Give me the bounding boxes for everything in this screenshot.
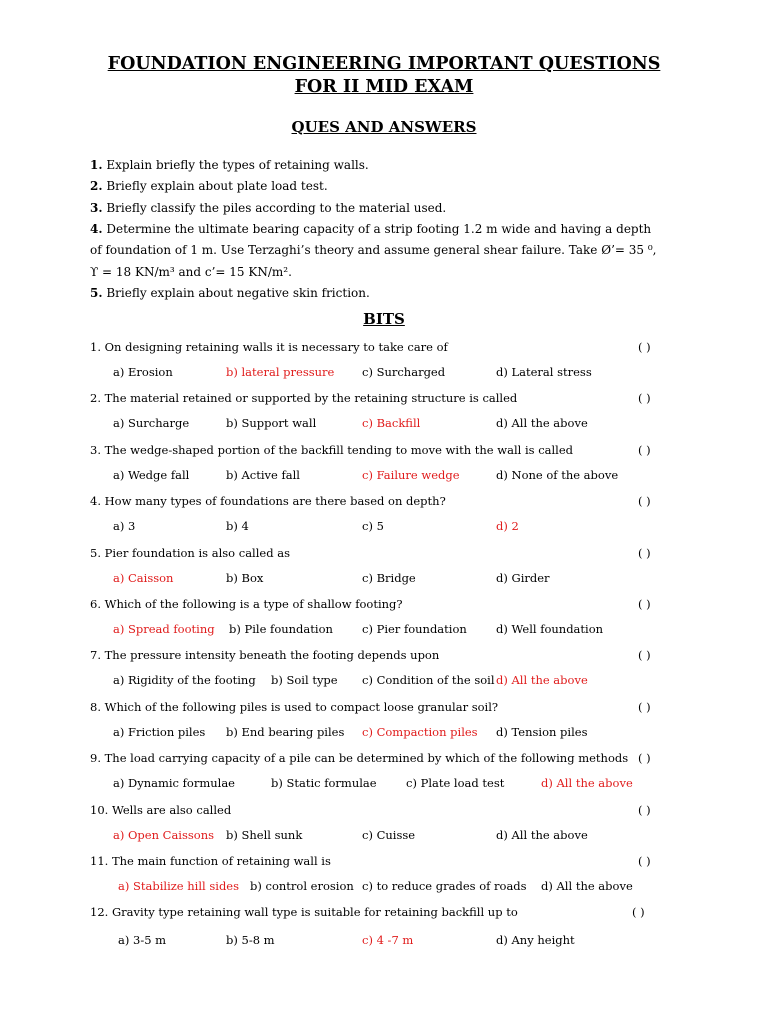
bit-question-2: 2. The material retained or supported by the retaining structure is called	[90, 391, 518, 406]
bit-5-option-d: d) Girder	[496, 570, 550, 585]
bit-2-option-b: b) Support wall	[226, 416, 317, 431]
bit-6-option-d: d) Well foundation	[496, 622, 604, 636]
answer-blank: ( )	[638, 854, 651, 868]
bit-3-option-b: b) Active fall	[226, 467, 300, 482]
bit-11-option-b: b) control erosion	[250, 879, 354, 893]
bit-question-10: 10. Wells are also called	[90, 802, 232, 817]
question-3: 3. Briefly classify the piles according to the material used.	[90, 201, 447, 215]
section-heading-bits: BITS	[363, 310, 405, 328]
bit-10-option-b: b) Shell sunk	[226, 827, 303, 842]
bit-2-option-c-correct: c) Backfill	[362, 416, 421, 431]
bit-3-option-d: d) None of the above	[496, 467, 619, 482]
bit-11-option-c: c) to reduce grades of roads	[362, 879, 527, 893]
document-title-line1: FOUNDATION ENGINEERING IMPORTANT QUESTIONS	[107, 54, 661, 74]
bit-2-option-a: a) Surcharge	[113, 416, 190, 431]
bit-6-option-b: b) Pile foundation	[229, 622, 333, 636]
question-4: 4. Determine the ultimate bearing capacity of a strip footing 1.2 m wide and having a depth	[90, 222, 652, 236]
bit-12-option-d: d) Any height	[496, 933, 575, 948]
bit-8-option-d: d) Tension piles	[496, 724, 588, 739]
answer-blank: ( )	[638, 751, 651, 766]
bit-11-option-a-correct: a) Stabilize hill sides	[118, 879, 240, 893]
bit-question-3: 3. The wedge-shaped portion of the backfill tending to move with the wall is called	[90, 442, 574, 457]
question-2: 2. Briefly explain about plate load test.	[90, 179, 328, 193]
bit-question-8: 8. Which of the following piles is used to compact loose granular soil?	[90, 699, 499, 714]
answer-blank: ( )	[638, 648, 651, 663]
answer-blank: ( )	[638, 494, 651, 509]
bit-10-option-d: d) All the above	[496, 827, 588, 842]
bit-question-9: 9. The load carrying capacity of a pile can be determined by which of the following methods	[90, 751, 629, 766]
bit-4-option-b: b) 4	[226, 519, 249, 534]
answer-blank: ( )	[638, 597, 651, 611]
bit-5-option-b: b) Box	[226, 570, 264, 585]
bit-11-option-d: d) All the above	[541, 879, 633, 893]
question-1: 1. Explain briefly the types of retaining walls.	[90, 158, 369, 172]
bit-1-option-a: a) Erosion	[113, 365, 173, 379]
bit-9-option-a: a) Dynamic formulae	[113, 776, 235, 791]
bit-7-option-a: a) Rigidity of the footing	[113, 673, 256, 688]
bit-1-option-b-correct: b) lateral pressure	[226, 365, 335, 379]
bit-10-option-c: c) Cuisse	[362, 827, 416, 842]
answer-blank: ( )	[632, 905, 645, 920]
bit-5-option-a-correct: a) Caisson	[113, 570, 174, 585]
bit-4-option-d-correct: d) 2	[496, 519, 519, 534]
bit-7-option-d-correct: d) All the above	[496, 673, 588, 688]
bit-question-1: 1. On designing retaining walls it is necessary to take care of	[90, 340, 448, 354]
bit-7-option-c: c) Condition of the soil	[362, 673, 495, 688]
bit-9-option-d-correct: d) All the above	[541, 776, 633, 791]
bit-9-option-b: b) Static formulae	[271, 776, 377, 791]
section-heading-questions: QUES AND ANSWERS	[291, 118, 477, 136]
answer-blank: ( )	[638, 340, 651, 354]
bit-4-option-a: a) 3	[113, 519, 136, 534]
bit-3-option-a: a) Wedge fall	[113, 467, 190, 482]
bit-question-6: 6. Which of the following is a type of shallow footing?	[90, 597, 403, 611]
bit-4-option-c: c) 5	[362, 519, 384, 534]
bit-2-option-d: d) All the above	[496, 416, 588, 431]
bit-6-option-a-correct: a) Spread footing	[113, 622, 215, 636]
bit-8-option-b: b) End bearing piles	[226, 724, 345, 739]
answer-blank: ( )	[638, 391, 651, 406]
bit-12-option-a: a) 3-5 m	[118, 933, 167, 948]
bit-7-option-b: b) Soil type	[271, 673, 338, 688]
bit-1-option-d: d) Lateral stress	[496, 365, 592, 379]
question-4-line3: ϒ = 18 KN/m³ and c’= 15 KN/m².	[90, 265, 292, 279]
bit-9-option-c: c) Plate load test	[406, 776, 505, 791]
bit-question-11: 11. The main function of retaining wall is	[90, 854, 331, 868]
answer-blank: ( )	[638, 699, 651, 714]
bit-12-option-c-correct: c) 4 -7 m	[362, 933, 414, 948]
bit-question-12: 12. Gravity type retaining wall type is suitable for retaining backfill up to	[90, 905, 518, 920]
bit-3-option-c-correct: c) Failure wedge	[362, 467, 460, 482]
bit-12-option-b: b) 5-8 m	[226, 933, 275, 948]
bit-1-option-c: c) Surcharged	[362, 365, 446, 379]
bit-8-option-c-correct: c) Compaction piles	[362, 724, 478, 739]
bit-question-4: 4. How many types of foundations are there based on depth?	[90, 494, 446, 509]
bit-6-option-c: c) Pier foundation	[362, 622, 467, 636]
question-5: 5. Briefly explain about negative skin friction.	[90, 286, 370, 300]
answer-blank: ( )	[638, 442, 651, 457]
bit-question-7: 7. The pressure intensity beneath the footing depends upon	[90, 648, 440, 663]
answer-blank: ( )	[638, 802, 651, 817]
bit-5-option-c: c) Bridge	[362, 570, 416, 585]
bit-8-option-a: a) Friction piles	[113, 724, 206, 739]
bit-10-option-a-correct: a) Open Caissons	[113, 827, 215, 842]
bit-question-5: 5. Pier foundation is also called as	[90, 545, 290, 560]
answer-blank: ( )	[638, 545, 651, 560]
question-4-line2: of foundation of 1 m. Use Terzaghi’s theory and assume general shear failure. Take Ø’= 35 ⁰,	[90, 243, 657, 257]
document-title-line2: FOR II MID EXAM	[294, 77, 474, 97]
